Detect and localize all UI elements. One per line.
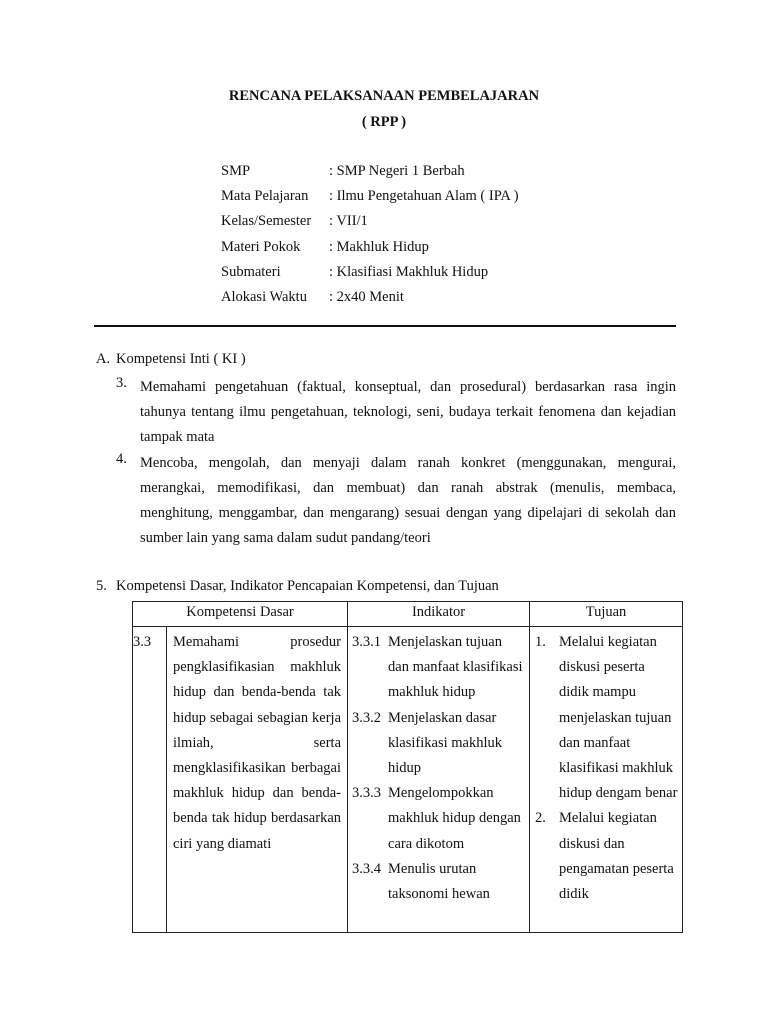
info-label: Mata Pelajaran (221, 188, 309, 205)
document-subtitle: ( RPP ) (361, 114, 407, 130)
info-value: : SMP Negeri 1 Berbah (329, 163, 465, 179)
indicator-item (348, 630, 529, 706)
header-divider (94, 325, 676, 327)
header-indikator: Indikator (348, 602, 530, 627)
info-label: Submateri (221, 263, 281, 280)
info-row-topic (221, 238, 519, 263)
info-row-school (221, 162, 519, 187)
indicator-item (348, 706, 529, 782)
indicator-text: Menjelaskan tujuan dan manfaat klasifikasi makhluk hidup (388, 634, 523, 701)
objective-item (530, 630, 682, 806)
indicator-number: 3.3.3 (352, 785, 382, 802)
indicator-item (348, 781, 529, 857)
objective-number: 1. (535, 634, 546, 650)
objective-item (530, 806, 682, 907)
list-item (96, 375, 676, 451)
kd-number: 3.3 (133, 627, 167, 933)
info-label: Kelas/Semester (221, 213, 312, 230)
objective-text: Melalui kegiatan diskusi peserta didik mampu menjelaskan tujuan dan manfaat klasifikasi makhluk hidup dengam benar (559, 634, 678, 802)
objective-cell (530, 627, 683, 933)
item-number: 3. (116, 375, 127, 391)
info-label: Alokasi Waktu (221, 288, 307, 305)
indicator-item (348, 857, 529, 907)
objective-text: Melalui kegiatan diskusi dan pengamatan peserta didik (559, 810, 674, 903)
section-title: Kompetensi Inti ( KI ) (116, 351, 246, 367)
document-title: RENCANA PELAKSANAAN PEMBELAJARAN (228, 88, 540, 104)
info-label: SMP (221, 163, 251, 179)
info-row-time (221, 288, 519, 313)
indicator-text: Menulis urutan taksonomi hewan (388, 860, 490, 903)
objective-number: 2. (535, 810, 546, 827)
section-kompetensi-dasar (96, 577, 499, 602)
section-letter: A. (96, 351, 111, 367)
indicator-cell (348, 627, 530, 933)
info-value: : VII/1 (329, 213, 368, 230)
indicator-number: 3.3.1 (352, 634, 382, 650)
kd-text: Memahami prosedur pengklasifikasian makhluk hidup dan benda-benda tak hidup sebagai sebagian kerja ilmiah, serta mengklasifikasikan berbagai makhluk hidup dan benda-benda tak hidup berdasarkan ciri yang diamati (173, 634, 342, 852)
indicator-text: Menjelaskan dasar klasifikasi makhluk hidup (388, 709, 502, 777)
info-label: Materi Pokok (221, 238, 301, 255)
table-header-row (133, 602, 683, 627)
header-tujuan: Tujuan (530, 602, 683, 627)
section-title: Kompetensi Dasar, Indikator Pencapaian Kompetensi, dan Tujuan (116, 578, 499, 594)
section-kompetensi-inti (96, 350, 676, 551)
indicator-number: 3.3.2 (352, 709, 382, 726)
section-heading (96, 350, 676, 375)
section-number: 5. (96, 578, 107, 594)
header-kompetensi-dasar: Kompetensi Dasar (133, 602, 348, 627)
info-row-subtopic (221, 263, 519, 288)
indicator-number: 3.3.4 (352, 860, 382, 877)
indicator-text: Mengelompokkan makhluk hidup dengan cara dikotom (388, 785, 521, 852)
list-item (96, 451, 676, 552)
info-row-subject (221, 187, 519, 212)
info-value: : Klasifiasi Makhluk Hidup (329, 263, 489, 280)
item-text: Mencoba, mengolah, dan menyaji dalam ranah konkret (menggunakan, mengurai, merangkai, memodifikasi, dan membuat) dan ranah abstrak (menulis, membaca, menghitung, menggambar, dan mengarang) sesuai dengan yang dipelajari di sekolah dan sumber lain yang sama dalam sudut pandang/teori (140, 454, 676, 547)
item-number: 4. (116, 450, 127, 467)
info-value: : Makhluk Hidup (329, 238, 429, 255)
info-row-class (221, 212, 519, 237)
info-value: : 2x40 Menit (329, 288, 404, 305)
competency-table (132, 601, 683, 933)
item-text: Memahami pengetahuan (faktual, konseptual, dan prosedural) berdasarkan rasa ingin tahunya tentang ilmu pengetahuan, teknologi, seni, budaya terkait fenomena dan kejadian tampak mata (140, 379, 676, 446)
kd-cell (167, 627, 348, 933)
identity-block (221, 162, 519, 313)
info-value: : Ilmu Pengetahuan Alam ( IPA ) (329, 188, 519, 205)
table-row (133, 627, 683, 933)
